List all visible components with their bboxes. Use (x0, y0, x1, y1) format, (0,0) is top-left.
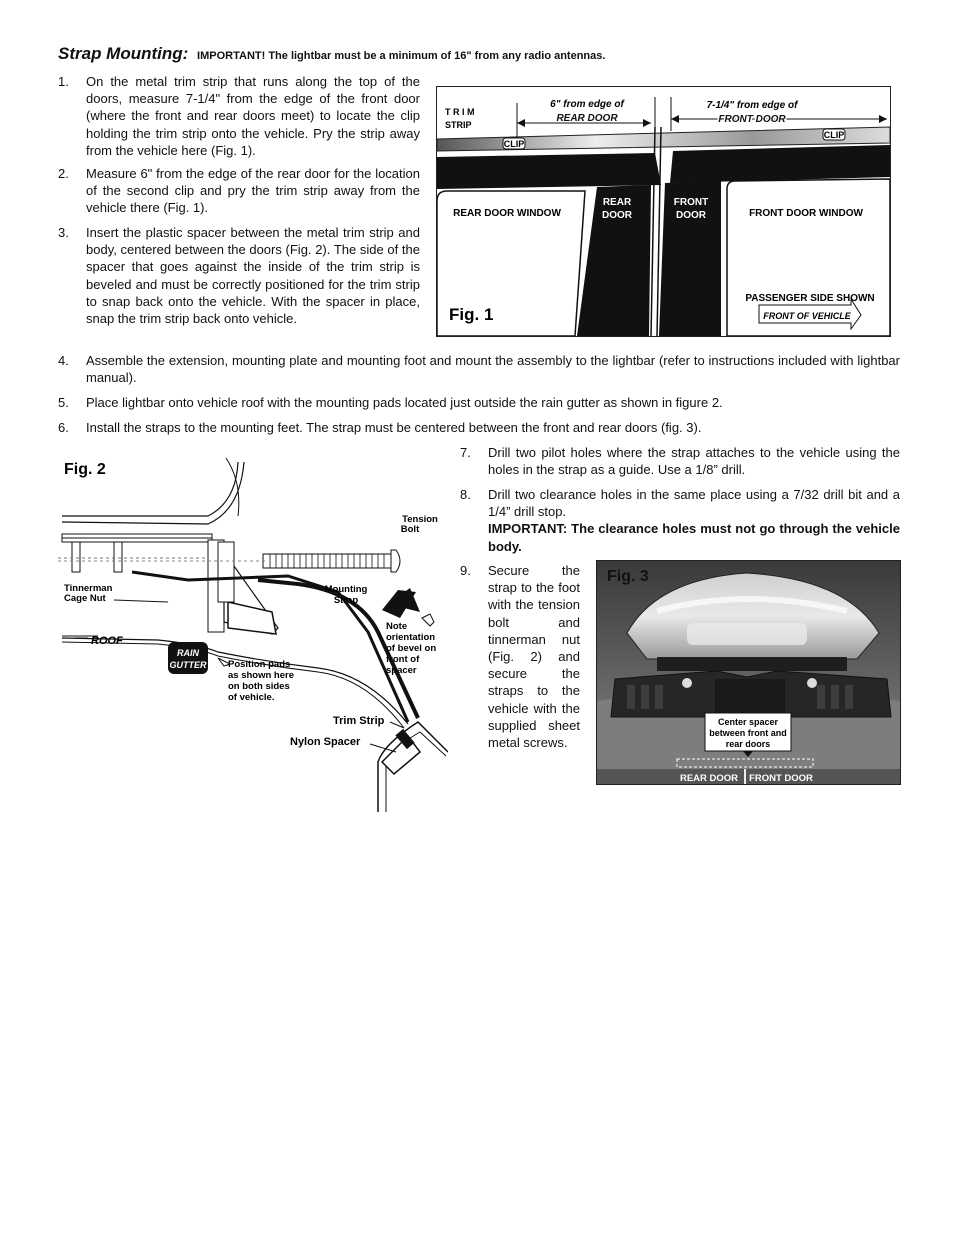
rain-gutter-label-1: RAIN (177, 648, 199, 658)
step-number: 6. (58, 420, 69, 435)
clip-front-label: CLIP (823, 130, 845, 140)
figure-2-drawing (58, 452, 448, 822)
roof-band-rear (437, 153, 661, 189)
mounting-strap-label-2: Strap (333, 595, 359, 606)
roof-band-front (670, 145, 890, 183)
bevel-note-line-4: front of (386, 654, 420, 665)
figure-1-label: Fig. 1 (449, 305, 494, 324)
figure-2 (58, 452, 448, 822)
center-spacer-line-3: rear doors (725, 739, 771, 749)
figure-3 (596, 560, 901, 785)
measure-front-label-2: FRONT DOOR (718, 114, 786, 125)
trim-strip-label-1: T R I M (445, 107, 475, 117)
bevel-note-line-5: spacer (386, 665, 417, 676)
front-door-label-1: FRONT (673, 197, 709, 208)
step-text: Install the straps to the mounting feet. The strap must be centered between the front and rear doors (fig. 3). (86, 420, 702, 435)
bevel-note-line-1: Note (386, 621, 408, 632)
rain-gutter-label-2: GUTTER (169, 660, 207, 670)
rear-door-label: REAR DOOR (679, 773, 739, 784)
position-pads-line-4: of vehicle. (228, 692, 275, 703)
figure-3-label: Fig. 3 (607, 568, 649, 585)
tension-bolt-label-1: Tension (402, 514, 438, 525)
mounting-strap-label-1: Mounting (324, 584, 368, 595)
step-number: 9. (460, 563, 471, 578)
heading-important-note: IMPORTANT! The lightbar must be a minimum of 16" from any radio antennas. (197, 50, 606, 62)
step-important-note: IMPORTANT: The clearance holes must not go through the vehicle body. (488, 521, 900, 554)
front-door-label-2: DOOR (676, 210, 706, 221)
step-number: 5. (58, 395, 69, 410)
step-number: 3. (58, 225, 69, 240)
position-pads-line-1: Position pads (228, 659, 291, 670)
step-text: On the metal trim strip that runs along the top of the doors, measure 7-1/4" from the edge of the front door (where the front and rear doors meet) to locate the clip holding the trim strip onto the vehicle. Pry the strip away from the vehicle here (Fig. 1). (86, 74, 420, 158)
rear-door-window-label: REAR DOOR WINDOW (453, 208, 561, 219)
position-pads-line-2: as shown here (228, 670, 294, 681)
trim-strip-label-2: STRIP (445, 120, 472, 130)
measure-rear-label-2: REAR DOOR (556, 113, 618, 124)
figure-3-photo (597, 561, 900, 784)
bevel-note-line-3: of bevel on (386, 643, 437, 654)
bevel-note-line-2: orientation (386, 632, 436, 643)
clip-rear-label: CLIP (503, 139, 525, 149)
position-pads-line-3: on both sides (228, 681, 290, 692)
section-heading (58, 44, 605, 64)
step-number: 2. (58, 166, 69, 181)
step-text: Assemble the extension, mounting plate and mounting foot and mount the assembly to the lightbar (refer to instructions included with lightbar manual). (86, 353, 900, 386)
tinnerman-label-2: Cage Nut (64, 593, 106, 604)
step-number: 8. (460, 487, 471, 502)
passenger-side-label: PASSENGER SIDE SHOWN (745, 293, 875, 304)
step-text: Measure 6" from the edge of the rear door for the location of the second clip and pry the trim strip away from the vehicle there (Fig. 1). (86, 166, 420, 216)
step-text: Drill two clearance holes in the same place using a 7/32 drill bit and a 1/4” drill stop. (488, 487, 900, 520)
step-text: Secure the strap to the foot with the tension bolt and tinnerman nut (Fig. 2) and secure the straps to the vehicle with the supplied sheet metal screws. (488, 563, 580, 751)
nylon-spacer-label: Nylon Spacer (290, 736, 361, 748)
step-text: Place lightbar onto vehicle roof with the mounting pads located just outside the rain gutter as shown in figure 2. (86, 395, 723, 410)
heading-title: Strap Mounting: (58, 44, 189, 63)
step-number: 4. (58, 353, 69, 368)
front-door-label: FRONT DOOR (749, 773, 813, 784)
measure-front-label-1: 7-1/4" from edge of (706, 100, 798, 111)
front-of-vehicle-label: FRONT OF VEHICLE (763, 311, 851, 321)
tension-bolt-label-2: Bolt (400, 524, 420, 535)
center-spacer-line-1: Center spacer (717, 717, 779, 727)
figure-2-label: Fig. 2 (64, 461, 106, 478)
measure-rear-label-1: 6" from edge of (550, 99, 624, 110)
roof-label: ROOF (91, 635, 123, 647)
tinnerman-label-1: Tinnerman (64, 583, 113, 594)
rear-door-label-1: REAR (602, 197, 632, 208)
figure-1-drawing (437, 87, 890, 336)
step-number: 1. (58, 74, 69, 89)
step-text: Drill two pilot holes where the strap attaches to the vehicle using the holes in the strap as a guide. Use a 1/8” drill. (488, 445, 900, 478)
figure-1 (436, 86, 891, 337)
step-number: 7. (460, 445, 471, 460)
rear-door-label-2: DOOR (602, 210, 632, 221)
front-door-window-label: FRONT DOOR WINDOW (749, 208, 863, 219)
trim-strip-label: Trim Strip (333, 715, 385, 727)
center-spacer-line-2: between front and (709, 728, 787, 738)
step-text: Insert the plastic spacer between the metal trim strip and body, centered between the doors (Fig. 2). The side of the spacer that goes against the inside of the trim strip is beveled and must be correctly positioned for the trim strip to snap back onto the vehicle. With the spacer in place, snap the trim strip back onto vehicle. (86, 225, 420, 327)
